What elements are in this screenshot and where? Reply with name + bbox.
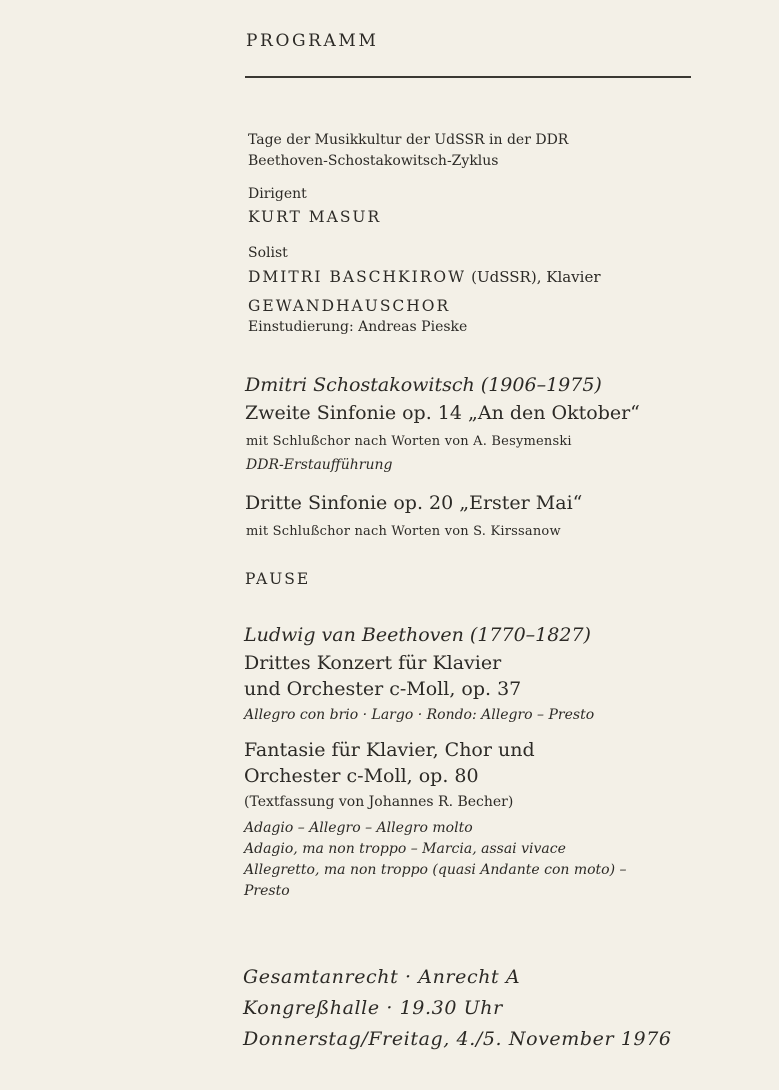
conductor-label: Dirigent: [248, 186, 307, 202]
work-title-konzert-line-1: Drittes Konzert für Klavier: [244, 652, 502, 674]
choir-name: GEWANDHAUSCHOR: [248, 297, 451, 315]
fantasie-movement-2: Adagio, ma non troppo – Marcia, assai vivace: [244, 841, 566, 857]
soloist-line: [248, 267, 601, 286]
work-title-fantasie-line-1: Fantasie für Klavier, Chor und: [244, 739, 535, 761]
work-title-sinfonie-2: Zweite Sinfonie op. 14 „An den Oktober“: [245, 402, 640, 424]
intro-line-1: Tage der Musikkultur der UdSSR in der DDR: [248, 132, 569, 148]
header-divider: [245, 76, 691, 78]
fantasie-movement-1: Adagio – Allegro – Allegro molto: [244, 820, 473, 836]
fantasie-movement-3: Allegretto, ma non troppo (quasi Andante con moto) –: [244, 862, 627, 878]
pause-label: PAUSE: [245, 570, 311, 588]
footer-date: Donnerstag/Freitag, 4./5. November 1976: [243, 1028, 672, 1050]
page-title: PROGRAMM: [246, 31, 379, 51]
fantasie-movement-4: Presto: [244, 883, 290, 899]
text-version-note: (Textfassung von Johannes R. Becher): [244, 794, 514, 810]
work-title-konzert-line-2: und Orchester c-Moll, op. 37: [244, 678, 522, 700]
footer-subscription: Gesamtanrecht · Anrecht A: [243, 966, 521, 988]
footer-venue-time: Kongreßhalle · 19.30 Uhr: [243, 997, 503, 1019]
work-movements-konzert: Allegro con brio · Largo · Rondo: Allegro – Presto: [244, 707, 595, 723]
work-title-sinfonie-3: Dritte Sinfonie op. 20 „Erster Mai“: [245, 492, 583, 514]
soloist-label: Solist: [248, 245, 288, 261]
conductor-name: KURT MASUR: [248, 208, 382, 226]
premiere-note: DDR-Erstaufführung: [246, 457, 393, 473]
work-title-fantasie-line-2: Orchester c-Moll, op. 80: [244, 765, 479, 787]
composer-schostakowitsch: Dmitri Schostakowitsch (1906–1975): [245, 374, 602, 396]
composer-beethoven: Ludwig van Beethoven (1770–1827): [244, 624, 591, 646]
work-note-sinfonie-3: mit Schlußchor nach Worten von S. Kirssanow: [246, 524, 561, 539]
work-note-sinfonie-2: mit Schlußchor nach Worten von A. Besymenski: [246, 434, 572, 449]
soloist-detail: (UdSSR), Klavier: [471, 268, 601, 286]
choir-detail: Einstudierung: Andreas Pieske: [248, 319, 468, 335]
intro-line-2: Beethoven-Schostakowitsch-Zyklus: [248, 153, 499, 169]
soloist-name: DMITRI BASCHKIROW: [248, 268, 467, 286]
